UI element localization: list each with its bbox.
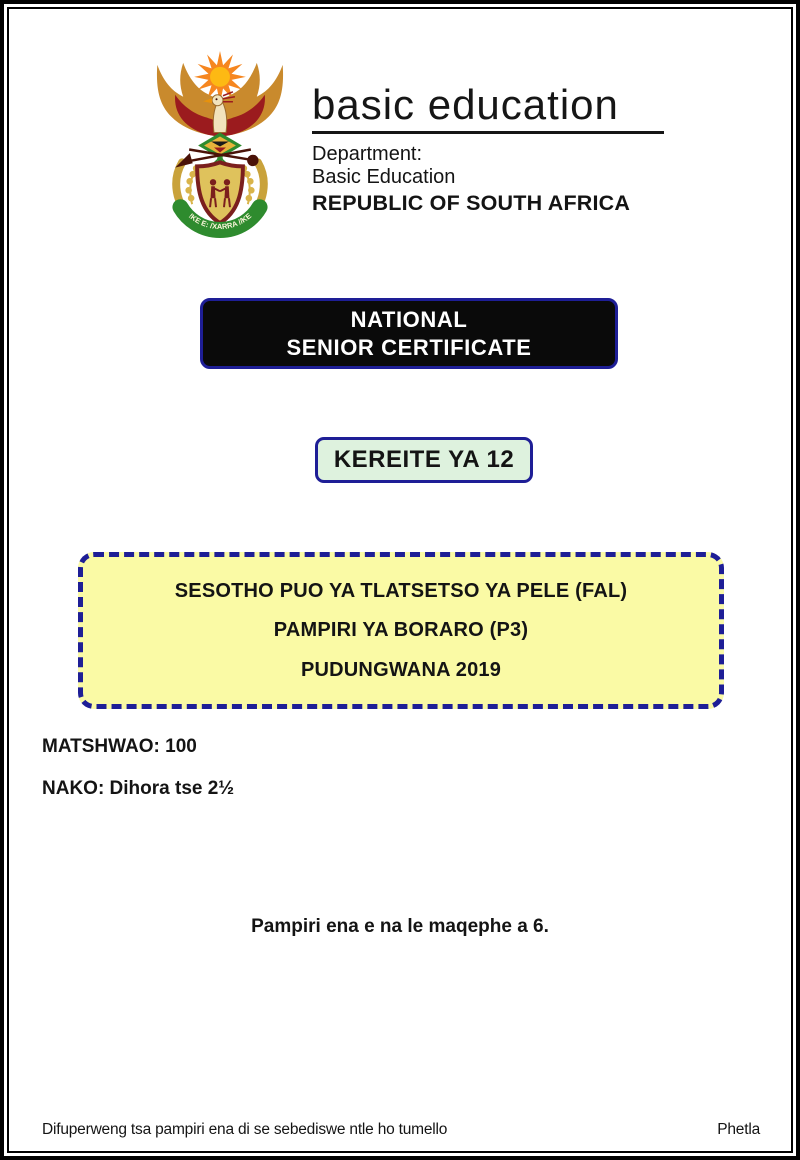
time-line: NAKO: Dihora tse 2½ <box>42 778 235 799</box>
footer <box>42 1121 760 1139</box>
letterhead <box>312 81 664 216</box>
grade-badge: KEREITE YA 12 <box>315 437 533 483</box>
department-name: Basic Education <box>312 166 456 188</box>
exam-session: PUDUNGWANA 2019 <box>300 658 502 681</box>
south-africa-coat-of-arms-icon <box>145 47 295 241</box>
marks-line: MATSHWAO: 100 <box>42 736 197 757</box>
certificate-banner-line2: SENIOR CERTIFICATE <box>286 334 532 360</box>
shield-icon <box>197 162 243 223</box>
subject-box <box>78 552 724 709</box>
footer-turn-over: Phetla <box>717 1121 760 1138</box>
wordmark: basic education <box>312 81 619 128</box>
footer-copyright-note: Difuperweng tsa pampiri ena di se sebediswe ntle ho tumello <box>42 1121 448 1138</box>
page-inner-frame <box>7 7 793 1153</box>
department-label: Department: <box>312 143 423 165</box>
subject-title: SESOTHO PUO YA TLATSETSO YA PELE (FAL) <box>174 579 628 602</box>
certificate-banner <box>200 298 618 369</box>
paper-number: PAMPIRI YA BORARO (P3) <box>273 619 529 641</box>
pages-note: Pampiri ena e na le maqephe a 6. <box>251 916 549 937</box>
certificate-banner-line1: NATIONAL <box>350 306 468 332</box>
emblem-motto: !KE E: /XARRA //KE <box>186 211 254 232</box>
wordmark-underline <box>312 131 664 134</box>
country-name: REPUBLIC OF SOUTH AFRICA <box>312 191 631 215</box>
